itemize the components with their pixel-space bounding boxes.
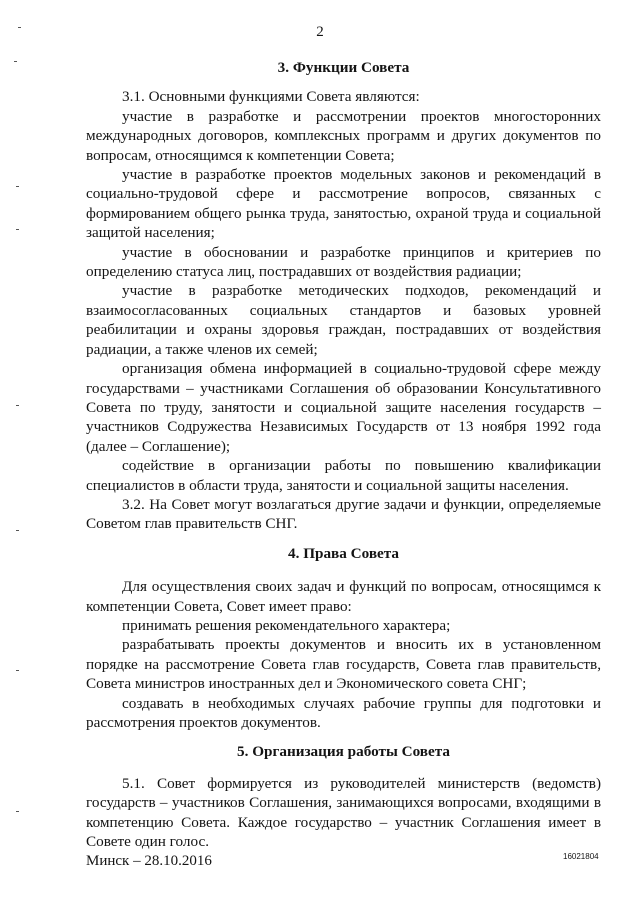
paragraph: участие в разработке методических подходов, рекомендаций и взаимосогласованных социальных стандартов и базовых уровней реабилитации и охраны здоровья граждан, пострадавших от воздействия радиации, а также членов их семей; bbox=[86, 282, 601, 358]
paragraph: участие в разработке проектов модельных законов и рекомендаций в социально-трудовой сфере и рассмотрение вопросов, связанных с формированием общего рынка труда, занятостью, охраной труда и социальной защитой населения; bbox=[86, 166, 601, 242]
page-number: 2 bbox=[316, 24, 324, 40]
footer-doc-code: 16021804 bbox=[563, 852, 599, 861]
paragraph: создавать в необходимых случаях рабочие группы для подготовки и рассмотрения проектов документов. bbox=[86, 694, 601, 731]
section-5-body bbox=[86, 774, 601, 852]
paragraph: 5.1. Совет формируется из руководителей министерств (ведомств) государств – участников Соглашения, занимающихся вопросами, входящими в компетенцию Совета. Каждое государство – участник Соглашения имеет в Совете один голос. bbox=[86, 774, 601, 851]
scan-speck bbox=[16, 229, 19, 230]
section-3-heading: 3. Функции Совета bbox=[277, 59, 410, 76]
section-4-body bbox=[86, 577, 601, 732]
section-5-heading: 5. Организация работы Совета bbox=[237, 743, 450, 761]
paragraph: организация обмена информацией в социально-трудовой сфере между государствами – участниками Соглашения об образовании Консультативного Совета по труду, занятости и социальной защите населения государств – участников Содружества Независимых Государств от 13 ноября 1992 года (далее – Соглашение); bbox=[86, 360, 601, 455]
paragraph: содействие в организации работы по повышению квалификации специалистов в области труда, занятости и социальной защиты населения. bbox=[86, 457, 601, 494]
paragraph: 3.1. Основными функциями Совета являются: bbox=[122, 88, 420, 106]
paragraph: принимать решения рекомендательного характера; bbox=[122, 616, 451, 634]
paragraph: разрабатывать проекты документов и вносить их в установленном порядке на рассмотрение Совета глав государств, Совета глав правительств, Совета министров иностранных дел и Экономического совета СНГ; bbox=[86, 636, 601, 693]
section-4-heading: 4. Права Совета bbox=[288, 544, 399, 562]
paragraph: Для осуществления своих задач и функций по вопросам, относящимся к компетенции Совета, Совет имеет право: bbox=[86, 578, 601, 615]
section-3-body bbox=[86, 87, 601, 533]
footer-place-date: Минск – 28.10.2016 bbox=[86, 853, 212, 869]
scan-speck bbox=[14, 61, 17, 62]
paragraph: участие в обосновании и разработке принципов и критериев по определению статуса лиц, пострадавших от воздействия радиации; bbox=[86, 243, 601, 281]
scan-speck bbox=[16, 530, 19, 531]
paragraph: участие в разработке и рассмотрении проектов многосторонних международных договоров, комплексных программ и других документов по вопросам, относящимся к компетенции Совета; bbox=[86, 107, 601, 164]
paragraph: 3.2. На Совет могут возлагаться другие задачи и функции, определяемые Советом глав правительств СНГ. bbox=[86, 495, 601, 533]
scan-speck bbox=[16, 811, 19, 812]
scan-speck bbox=[16, 405, 19, 406]
scan-speck bbox=[16, 186, 19, 187]
scan-speck bbox=[16, 670, 19, 671]
document-body bbox=[86, 52, 601, 851]
